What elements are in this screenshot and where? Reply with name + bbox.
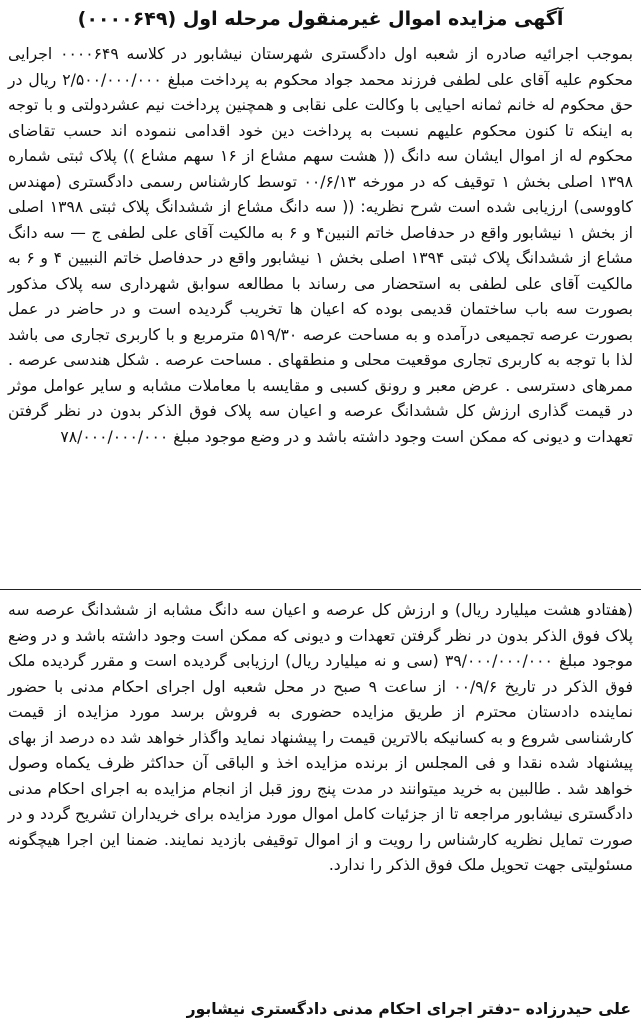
section-divider — [0, 589, 641, 590]
notice-paragraph-1: بموجب اجرائیه صادره از شعبه اول دادگستری شهرستان نیشابور در کلاسه ۰۰۰۰۶۴۹ اجرایی محکوم علیه آقای علی لطفی فرزند محمد جواد محکوم به پرداخت مبلغ ۲/۵۰۰/۰۰۰/۰۰۰ ریال در حق محکوم له خانم ثمانه احیایی با وکالت علی نقابی و همچنین پرداخت نیم عشردولتی و با توجه به اینکه تا کنون محکوم علیهم نسبت به پرداخت دین خود اقدامی ننموده اند حسب تقاضای محکوم له از اموال ایشان سه دانگ (( هشت سهم مشاع از ۱۶ سهم مشاع )) پلاک ثبتی شماره ۱۳۹۸ اصلی بخش ۱ توقیف که در مورخه ۰۰/۶/۱۳ توسط کارشناس رسمی دادگستری (مهندس کاووسی) ارزیابی شده است شرح نظریه: (( سه دانگ مشاع از ششدانگ پلاک ثبتی ۱۳۹۸ اصلی از بخش ۱ نیشابور واقع در حدفاصل خاتم النبین۴ و ۶ به مالکیت آقای علی لطفی ج — سه دانگ مشاع از ششدانگ پلاک ثبتی ۱۳۹۴ اصلی بخش ۱ نیشابور واقع در حدفاصل خاتم النبیین ۴ و ۶ به مالکیت آقای علی لطفی به استحضار می رساند با مطالعه سوابق شهرداری سه پلاک مذکور بصورت سه باب ساختمان قدیمی بوده که اعیان ها تخریب گردیده است و در حاضر در عمل بصورت عرصه تجمیعی درآمده و به مساحت عرصه ۵۱۹/۳۰ مترمربع و با کاربری تجاری می باشد لذا با توجه به کاربری تجاری موقعیت محلی و منطقهای . مساحت عرصه . شکل هندسی عرصه . ممرهای دسترسی . عرض معبر و رونق کسبی و مقایسه با معاملات مشابه و سایر عوامل موثر در قیمت گذاری ارزش کل ششدانگ عرصه و اعیان سه پلاک فوق الذکر بدون در نظر گرفتن تعهدات و دیونی که ممکن است وجود داشته باشد و در وضع موجود مبلغ ۷۸/۰۰۰/۰۰۰/۰۰۰ — [8, 45, 634, 446]
notice-title: آگهی مزایده اموال غیرمنقول مرحله اول (۰۰۰۰۶۴۹) — [77, 8, 564, 30]
notice-paragraph-2: (هفتادو هشت میلیارد ریال) و ارزش کل عرصه و اعیان سه دانگ مشابه از ششدانگ عرصه سه پلاک فوق الذکر بدون در نظر گرفتن تعهدات و دیونی که ممکن است وجود داشته باشد و در وضع موجود مبلغ ۳۹/۰۰۰/۰۰۰/۰۰۰ (سی و نه میلیارد ریال) ارزیابی گردیده است و مقرر گردیده ملک فوق الذکر در تاریخ ۰۰/۹/۶ از ساعت ۹ صبح در محل شعبه اول اجرای احکام مدنی با حضور نماینده دادستان محترم از طریق مزایده حضوری به فروش برسد مورد مزایده از قیمت کارشناسی شروع و به کسانیکه بالاترین قیمت را پیشنهاد نماید واگذار خواهد شد ده درصد از بهای پیشنهاد شده نقدا و فی المجلس از برنده مزایده اخذ و الباقی آن حداکثر ظرف یکماه وصول خواهد شد . طالبین به خرید میتوانند در مدت پنج روز قبل از انجام مزایده به اجرای احکام مدنی دادگستری نیشابور مراجعه تا از جزئیات کامل اموال مورد مزایده برای خریداران تشریح گردد و در صورت تمایل نظریه کارشناس را رویت و از اموال توقیفی بازدید نمایند. ضمنا این اجرا هیچگونه مسئولیتی جهت تحویل ملک فوق الذکر را ندارد. — [8, 601, 634, 874]
signature-line: علی حیدرزاده –دفتر اجرای احکام مدنی دادگستری نیشابور — [186, 1000, 631, 1018]
